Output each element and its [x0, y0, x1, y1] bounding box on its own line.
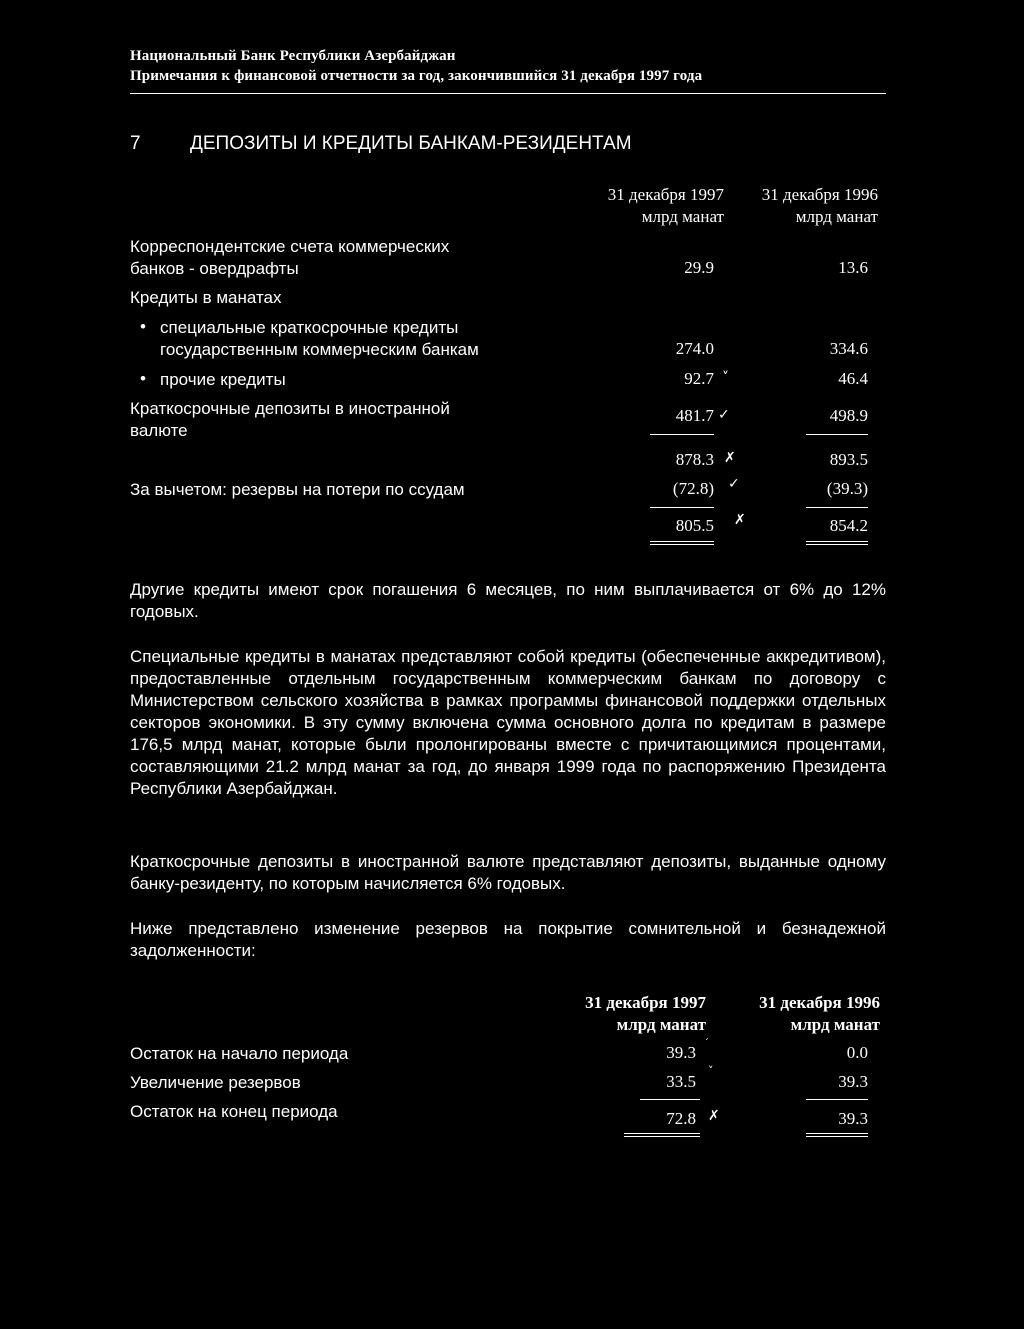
t1-row-deposits-label-l1: Краткосрочные депозиты в иностранной [130, 399, 450, 418]
t2-col2-header [734, 992, 880, 1036]
t1-net-underline-1996 [806, 507, 868, 508]
tick-cross-icon: ✗ [734, 512, 746, 528]
t1-row-other-label: прочие кредиты [160, 370, 286, 389]
paragraph-short-term-deposits: Краткосрочные депозиты в иностранной валюте представляют депозиты, выданные одному банку-резиденту, по которым начисляется 6% годовых. [130, 852, 886, 893]
t1-total-double-underline-1997 [650, 541, 714, 545]
t1-row-reserves-1996: (39.3) [826, 479, 868, 498]
paragraph-special-credits: Специальные кредиты в манатах представляют собой кредиты (обеспеченные аккредитивом), предоставленные отдельным государственным коммерческим банкам по договору с Министерством сельского хозяйства в рамках программы финансовой поддержки отдельных секторов экономики. В эту сумму включена сумма основного долга по кредитам в размере 176,5 млрд манат, которые были пролонгированы вместе с причитающимися процентами, составляющими 21.2 млрд манат за год, до января 1999 года по распоряжению Президента Республики Азербайджан. [130, 647, 886, 798]
t1-col1-header [584, 184, 724, 228]
t2-underline-1997 [640, 1099, 700, 1100]
t1-row-special-label-l1: специальные краткосрочные кредиты [160, 318, 459, 337]
t2-total-double-underline-1997 [624, 1133, 700, 1137]
check-v-icon: ˅ [708, 1064, 714, 1077]
t2-row-increase-1996: 39.3 [838, 1072, 868, 1091]
t1-row-reserves-label: За вычетом: резервы на потери по ссудам [130, 480, 465, 499]
t1-row-subtotal-1997: 878.3 [675, 450, 714, 469]
t1-row-special-label-l2: государственным коммерческим банкам [160, 340, 479, 359]
t1-total-double-underline-1996 [806, 541, 868, 545]
section-number: 7 [130, 133, 141, 154]
t2-total-double-underline-1996 [806, 1133, 868, 1137]
check-v-icon: ˅ [722, 370, 729, 386]
t1-col2-header [738, 184, 878, 228]
t1-row-corr-label [130, 236, 449, 280]
tick-cross-icon: ✗ [724, 450, 736, 466]
t2-col2-unit: млрд манат [790, 1015, 880, 1034]
header-divider [130, 93, 886, 94]
t1-row-reserves-1997: (72.8) [672, 479, 714, 498]
paragraph-reserves-intro: Ниже представлено изменение резервов на покрытие сомнительной и безнадежной задолженности: [130, 919, 886, 960]
t1-net-underline-1997 [650, 507, 714, 508]
t2-row-increase-1997: 33.5 [666, 1072, 696, 1091]
t1-row-manat-credits-label: Кредиты в манатах [130, 288, 282, 307]
t1-row-deposits-1996: 498.9 [829, 406, 868, 425]
t1-row-corr-1997: 29.9 [684, 258, 714, 277]
t2-col1-date: 31 декабря 1997 [585, 993, 706, 1012]
report-header-line2: Примечания к финансовой отчетности за год, закончившийся 31 декабря 1997 года [130, 68, 703, 84]
t2-col2-date: 31 декабря 1996 [759, 993, 880, 1012]
paragraph-other-credits: Другие кредиты имеют срок погашения 6 месяцев, по ним выплачивается от 6% до 12% годовых. [130, 580, 886, 621]
t2-col1-unit: млрд манат [616, 1015, 706, 1034]
bullet-icon: • [140, 317, 146, 336]
t1-subtotal-underline-1996 [806, 434, 868, 435]
report-header-line1: Национальный Банк Республики Азербайджан [130, 48, 456, 64]
t2-row-increase-label: Увеличение резервов [130, 1073, 301, 1092]
t1-col2-date: 31 декабря 1996 [761, 185, 878, 204]
t1-row-corr-label-l2: банков - овердрафты [130, 259, 299, 278]
t1-subtotal-underline-1997 [650, 434, 714, 435]
t1-row-other-1996: 46.4 [838, 369, 868, 388]
t2-row-opening-label: Остаток на начало периода [130, 1044, 349, 1063]
checkmark-icon: ✓ [718, 407, 730, 423]
t1-row-corr-1996: 13.6 [838, 258, 868, 277]
t2-row-opening-1997: 39.3 [666, 1043, 696, 1062]
t2-col1-header [564, 992, 706, 1036]
section-title: ДЕПОЗИТЫ И КРЕДИТЫ БАНКАМ-РЕЗИДЕНТАМ [190, 133, 632, 154]
t2-row-closing-label: Остаток на конец периода [130, 1102, 338, 1121]
t1-row-deposits-label [130, 398, 450, 442]
t1-row-other-1997: 92.7 [684, 369, 714, 388]
t1-col1-date: 31 декабря 1997 [607, 185, 724, 204]
checkmark-icon: ✓ [728, 476, 740, 492]
t1-row-deposits-label-l2: валюте [130, 421, 188, 440]
t1-col2-unit: млрд манат [795, 207, 878, 226]
t1-row-corr-label-l1: Корреспондентские счета коммерческих [130, 237, 450, 256]
t1-row-special-1997: 274.0 [675, 339, 714, 358]
bullet-icon: • [140, 369, 146, 388]
t2-row-closing-1996: 39.3 [838, 1109, 868, 1128]
t1-row-net-1997: 805.5 [675, 516, 714, 535]
t1-row-special-label [160, 317, 479, 361]
t1-row-net-1996: 854.2 [829, 516, 868, 535]
t1-row-subtotal-1996: 893.5 [829, 450, 868, 469]
t2-underline-1996 [806, 1099, 868, 1100]
tick-cross-icon: ✗ [708, 1108, 720, 1124]
t1-col1-unit: млрд манат [641, 207, 724, 226]
t2-row-opening-1996: 0.0 [846, 1043, 868, 1062]
t1-row-deposits-1997: 481.7 [675, 406, 714, 425]
t1-row-special-1996: 334.6 [829, 339, 868, 358]
tick-mark-icon: ˊ [704, 1038, 709, 1049]
t2-row-closing-1997: 72.8 [666, 1109, 696, 1128]
